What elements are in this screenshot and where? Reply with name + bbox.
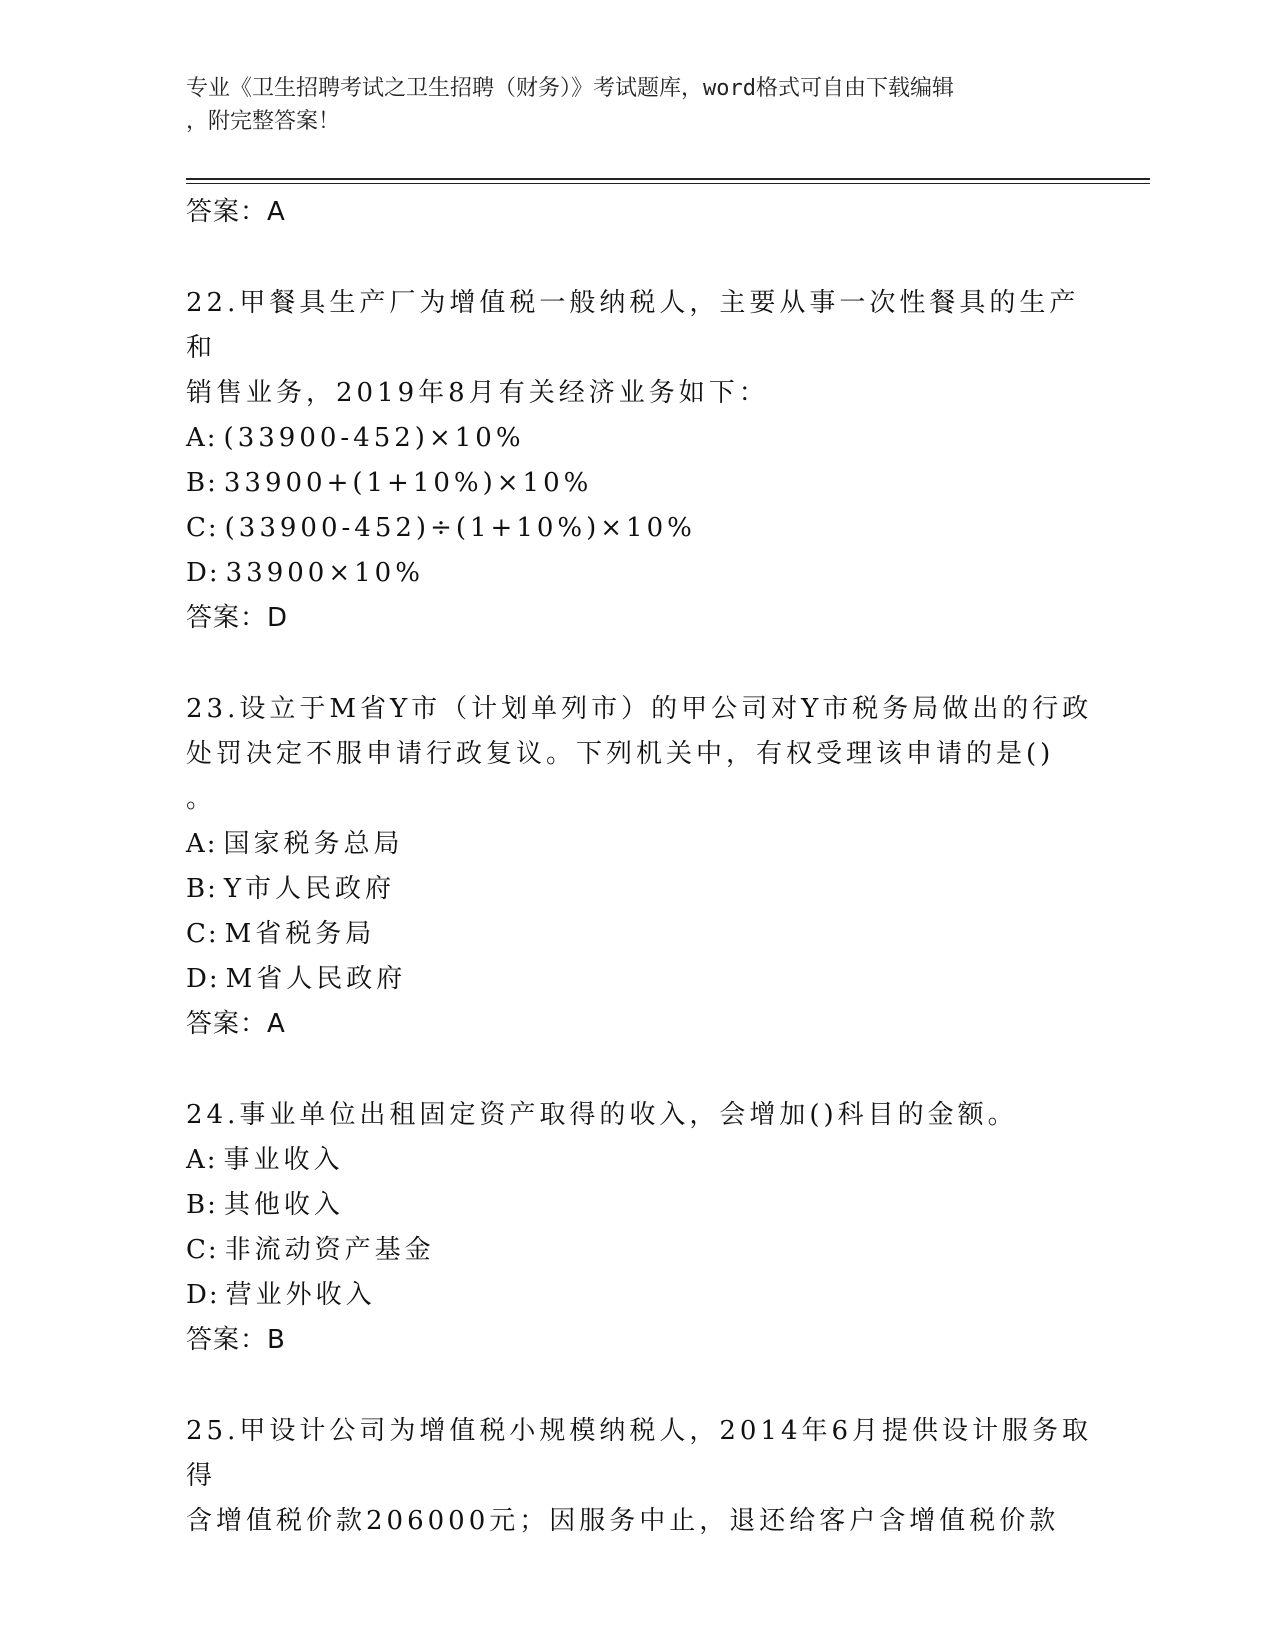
option-letter: D: <box>186 558 220 588</box>
question-22 <box>186 281 1106 641</box>
option-letter: C: <box>186 1235 219 1265</box>
option-d <box>186 957 1106 1002</box>
option-d <box>186 551 1106 596</box>
option-a <box>186 1138 1106 1183</box>
option-b <box>186 461 1106 506</box>
option-b <box>186 867 1106 912</box>
question-stem-line: 23.设立于M省Y市（计划单列市）的甲公司对Y市税务局做出的行政 <box>186 694 1093 724</box>
option-c <box>186 1228 1106 1273</box>
question-stem-line: 。 <box>186 784 217 814</box>
question-stem-line: 处罚决定不服申请行政复议。下列机关中，有权受理该申请的是() <box>186 739 1055 769</box>
answer-line: 答案：D <box>186 603 289 633</box>
option-text: 营业外收入 <box>225 1280 376 1310</box>
page-header <box>186 72 1086 138</box>
option-letter: A: <box>186 423 218 453</box>
option-letter: B: <box>186 1190 218 1220</box>
header-line-1: 专业《卫生招聘考试之卫生招聘（财务）》考试题库，word格式可自由下载编辑 <box>186 76 954 101</box>
option-text: (33900-452)×10% <box>223 423 525 453</box>
option-text: 国家税务总局 <box>223 829 404 859</box>
header-line-2: ，附完整答案！ <box>186 109 341 134</box>
question-stem-line: 22.甲餐具生产厂为增值税一般纳税人，主要从事一次性餐具的生产和 <box>186 288 1080 363</box>
option-text: Y市人民政府 <box>223 874 396 904</box>
option-text: 其他收入 <box>223 1190 344 1220</box>
option-letter: A: <box>186 829 218 859</box>
option-letter: D: <box>186 964 220 994</box>
question-23 <box>186 687 1106 1047</box>
option-text: 33900+(1+10%)×10% <box>223 468 593 498</box>
option-text: M省税务局 <box>224 919 376 949</box>
header-rule-thin <box>186 183 1150 184</box>
answer-line: 答案：A <box>186 1009 286 1039</box>
option-text: 事业收入 <box>223 1145 344 1175</box>
option-letter: B: <box>186 874 218 904</box>
question-stem-line: 含增值税价款206000元；因服务中止，退还给客户含增值税价款 <box>186 1506 1060 1536</box>
question-stem-line: 25.甲设计公司为增值税小规模纳税人，2014年6月提供设计服务取得 <box>186 1416 1093 1491</box>
question-25 <box>186 1409 1106 1544</box>
header-rule-thick <box>186 178 1150 180</box>
option-b <box>186 1183 1106 1228</box>
option-letter: B: <box>186 468 218 498</box>
option-c <box>186 506 1106 551</box>
question-24 <box>186 1093 1106 1363</box>
option-d <box>186 1273 1106 1318</box>
option-text: 非流动资产基金 <box>224 1235 435 1265</box>
question-stem-line: 24.事业单位出租固定资产取得的收入，会增加()科目的金额。 <box>186 1100 1018 1130</box>
question-list <box>186 188 1106 1544</box>
answer-line: 答案：B <box>186 1325 286 1355</box>
option-text: M省人民政府 <box>225 964 407 994</box>
question-stem-line: 销售业务，2019年8月有关经济业务如下： <box>186 378 769 408</box>
option-c <box>186 912 1106 957</box>
option-letter: A: <box>186 1145 218 1175</box>
option-text: (33900-452)÷(1+10%)×10% <box>224 513 696 543</box>
option-text: 33900×10% <box>225 558 424 588</box>
option-a <box>186 822 1106 867</box>
option-letter: C: <box>186 919 219 949</box>
option-letter: C: <box>186 513 219 543</box>
option-a <box>186 416 1106 461</box>
previous-answer: 答案：A <box>186 197 286 227</box>
option-letter: D: <box>186 1280 220 1310</box>
